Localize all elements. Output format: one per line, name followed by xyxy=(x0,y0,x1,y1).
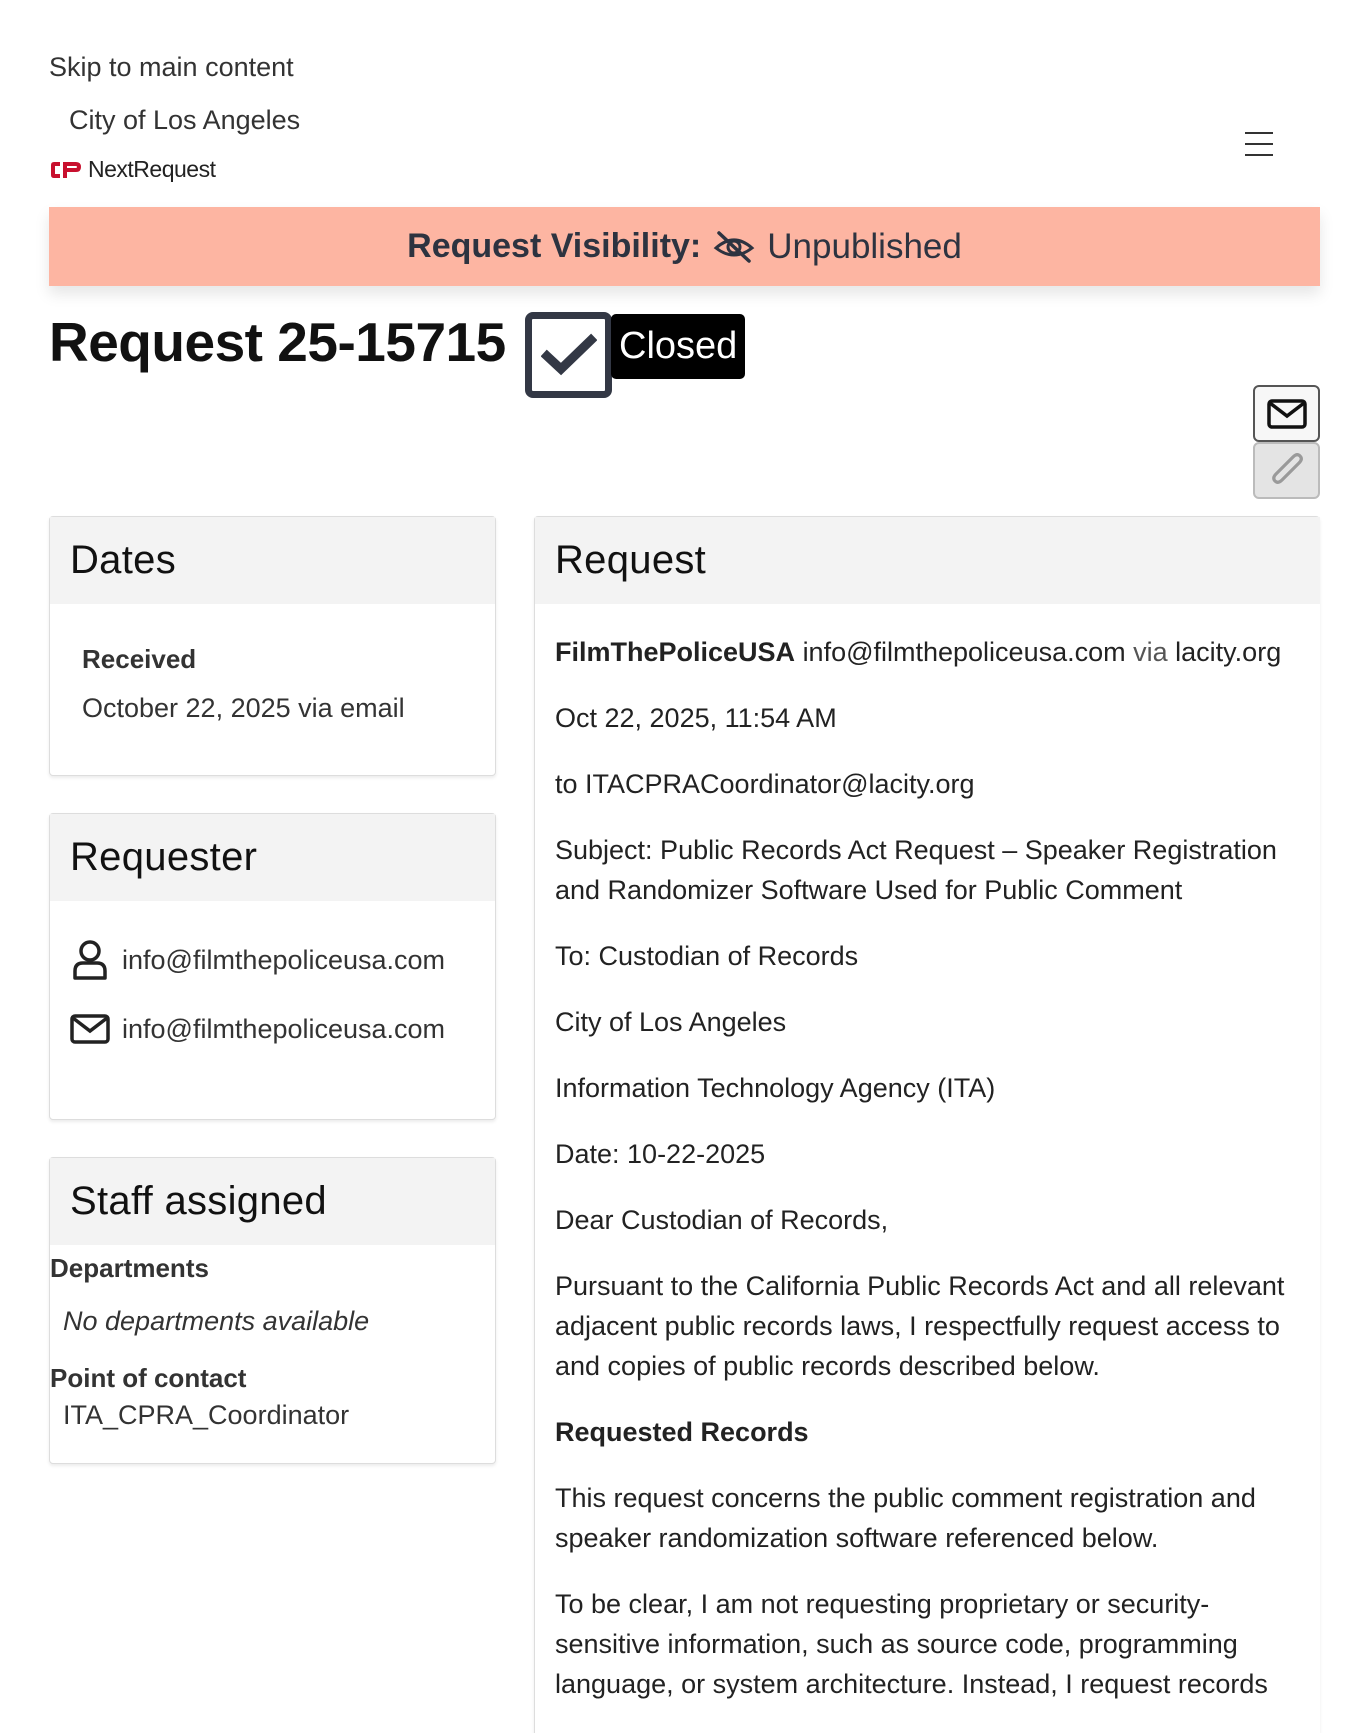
request-sender xyxy=(555,632,1300,672)
departments-label: Departments xyxy=(50,1253,209,1283)
closed-check-icon xyxy=(525,312,612,398)
point-of-contact-value: ITA_CPRA_Coordinator xyxy=(63,1400,350,1430)
staff-header: Staff assigned xyxy=(70,1179,327,1223)
request-paragraph: Subject: Public Records Act Request – Speaker Registration and Randomizer Software Used for Public Comment xyxy=(555,835,1277,905)
via-word: via xyxy=(1133,637,1168,667)
requester-email[interactable]: info@filmthepoliceusa.com xyxy=(122,1013,446,1044)
requester-name: info@filmthepoliceusa.com xyxy=(122,944,446,975)
request-timestamp: Oct 22, 2025, 11:54 AM xyxy=(555,703,837,733)
request-paragraph: This request concerns the public comment registration and speaker randomization software referenced below. xyxy=(555,1483,1256,1553)
attachment-button[interactable] xyxy=(1253,442,1320,499)
sender-name: FilmThePoliceUSA xyxy=(555,637,796,667)
departments-value: No departments available xyxy=(63,1306,370,1336)
eye-slash-icon xyxy=(713,230,755,264)
request-paragraph: To: Custodian of Records xyxy=(555,941,859,971)
status-badge: Closed xyxy=(611,314,745,379)
visibility-value: Unpublished xyxy=(767,226,962,266)
request-paragraph: Pursuant to the California Public Records Act and all relevant adjacent public records laws, I respectfully request access to and copies of public records described below. xyxy=(555,1271,1285,1381)
dates-card xyxy=(49,516,496,776)
request-paragraph: Date: 10-22-2025 xyxy=(555,1139,766,1169)
received-label: Received xyxy=(82,644,197,674)
nextrequest-logo-icon xyxy=(50,160,82,180)
requester-card xyxy=(49,813,496,1120)
visibility-label: Request Visibility: xyxy=(407,227,702,265)
sender-email: info@filmthepoliceusa.com xyxy=(802,637,1126,667)
request-paragraph: Dear Custodian of Records, xyxy=(555,1205,889,1235)
user-icon xyxy=(70,939,110,981)
page-title: Request 25-15715 xyxy=(49,311,506,373)
envelope-icon xyxy=(1267,399,1307,429)
brand-logo[interactable] xyxy=(50,156,215,183)
hamburger-menu-icon[interactable] xyxy=(1245,132,1275,156)
city-name: City of Los Angeles xyxy=(69,105,301,135)
staff-assigned-card xyxy=(49,1157,496,1464)
request-paragraph: To be clear, I am not requesting proprietary or security-sensitive information, such as source code, programming language, or system architecture. Instead, I request records xyxy=(555,1589,1268,1699)
paperclip-icon xyxy=(1268,450,1306,492)
received-value: October 22, 2025 via email xyxy=(82,693,405,723)
request-card xyxy=(534,516,1320,1733)
request-paragraph: City of Los Angeles xyxy=(555,1007,787,1037)
point-of-contact-label: Point of contact xyxy=(50,1363,247,1393)
request-visibility-banner xyxy=(49,207,1320,286)
envelope-icon xyxy=(70,1013,110,1045)
brand-name: NextRequest xyxy=(88,156,216,182)
email-button[interactable] xyxy=(1253,385,1320,442)
requested-records-heading: Requested Records xyxy=(555,1417,809,1447)
request-paragraph: Information Technology Agency (ITA) xyxy=(555,1073,996,1103)
request-to-line: to ITACPRACoordinator@lacity.org xyxy=(555,769,975,799)
request-header: Request xyxy=(555,538,707,582)
via-domain: lacity.org xyxy=(1175,637,1282,667)
skip-to-main-link[interactable]: Skip to main content xyxy=(49,52,294,82)
requester-header: Requester xyxy=(70,835,258,879)
dates-header: Dates xyxy=(70,538,176,582)
